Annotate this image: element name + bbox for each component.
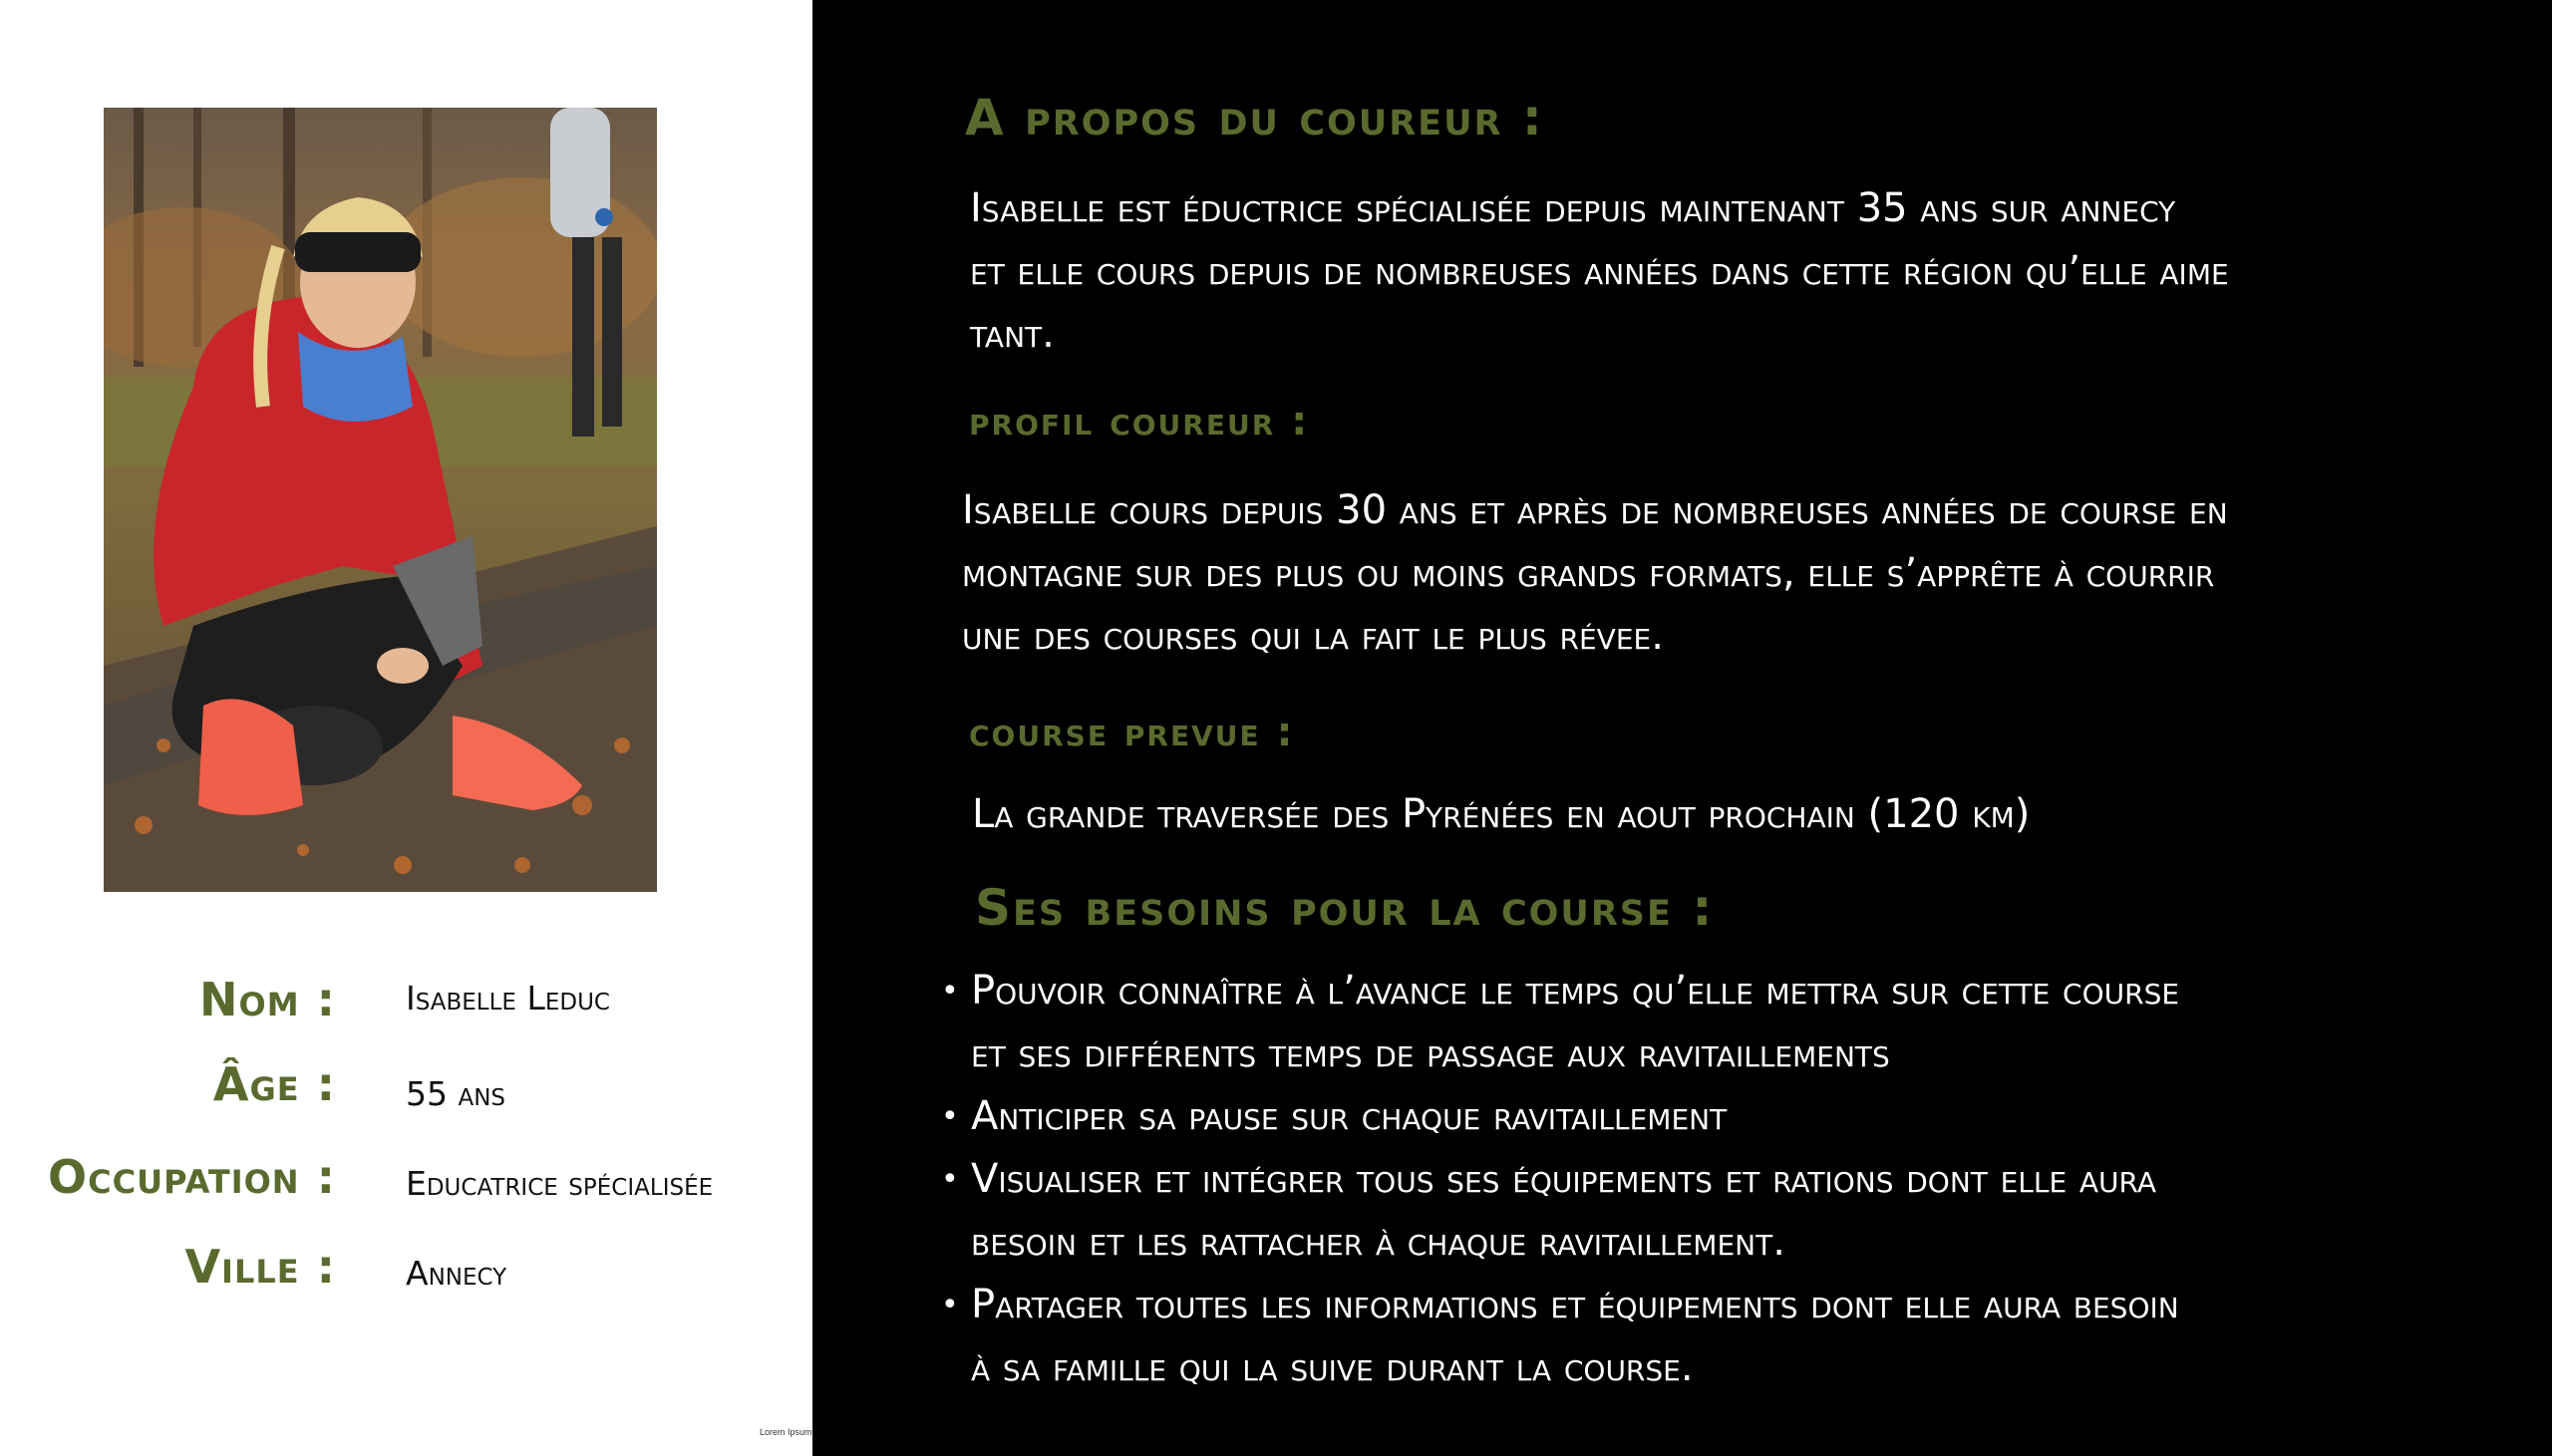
bullet-icon: •	[941, 1288, 959, 1322]
city-value: Annecy	[406, 1254, 507, 1293]
planned-race-heading: course prevue :	[969, 710, 1295, 755]
about-heading: A propos du coureur :	[965, 89, 1544, 146]
runner-profile-line: une des courses qui la fait le plus révee.	[962, 613, 1664, 659]
about-line: et elle cours depuis de nombreuses années dans cette région qu’elle aime	[970, 248, 2229, 294]
bullet-icon: •	[941, 1099, 959, 1134]
runner-profile-text	[962, 479, 2228, 668]
bullet-icon: •	[941, 974, 959, 1009]
occupation-value: Educatrice spécialisée	[406, 1164, 714, 1203]
list-item	[941, 1085, 2179, 1148]
list-item	[941, 1274, 2179, 1399]
age-value: 55 ans	[406, 1074, 506, 1113]
need-line: Partager toutes les informations et équipements dont elle aura besoin	[971, 1282, 2179, 1327]
list-item	[941, 960, 2179, 1085]
footer-note: Lorem Ipsum	[760, 1427, 812, 1437]
planned-race-text: La grande traversée des Pyrénées en aout prochain (120 km)	[972, 791, 2031, 837]
needs-heading: Ses besoins pour la course :	[975, 879, 1715, 937]
about-text	[970, 177, 2229, 366]
need-line: et ses différents temps de passage aux ravitaillements	[971, 1030, 1890, 1076]
need-line: à sa famille qui la suive durant la course.	[971, 1344, 1694, 1390]
city-label: Ville :	[184, 1240, 336, 1294]
runner-profile-line: Isabelle cours depuis 30 ans et après de nombreuses années de course en	[962, 487, 2228, 533]
runner-profile-heading: profil coureur :	[969, 399, 1310, 444]
list-item	[941, 1148, 2179, 1274]
need-line: Anticiper sa pause sur chaque ravitaillement	[971, 1093, 1728, 1139]
name-label: Nom :	[199, 973, 336, 1026]
need-line: besoin et les rattacher à chaque ravitaillement.	[971, 1219, 1785, 1265]
about-line: tant.	[970, 311, 1055, 357]
age-label: Âge :	[212, 1057, 336, 1111]
need-line: Visualiser et intégrer tous ses équipements et rations dont elle aura	[971, 1156, 2157, 1202]
name-value: Isabelle Leduc	[406, 979, 610, 1018]
bullet-icon: •	[941, 1162, 959, 1197]
needs-list	[941, 960, 2179, 1399]
runner-profile-line: montagne sur des plus ou moins grands formats, elle s’apprête à courrir	[962, 550, 2215, 596]
occupation-label: Occupation :	[48, 1150, 336, 1204]
need-line: Pouvoir connaître à l’avance le temps qu’elle mettra sur cette course	[971, 968, 2180, 1014]
about-line: Isabelle est éductrice spécialisée depuis maintenant 35 ans sur annecy	[970, 185, 2176, 231]
runner-photo	[104, 108, 657, 892]
